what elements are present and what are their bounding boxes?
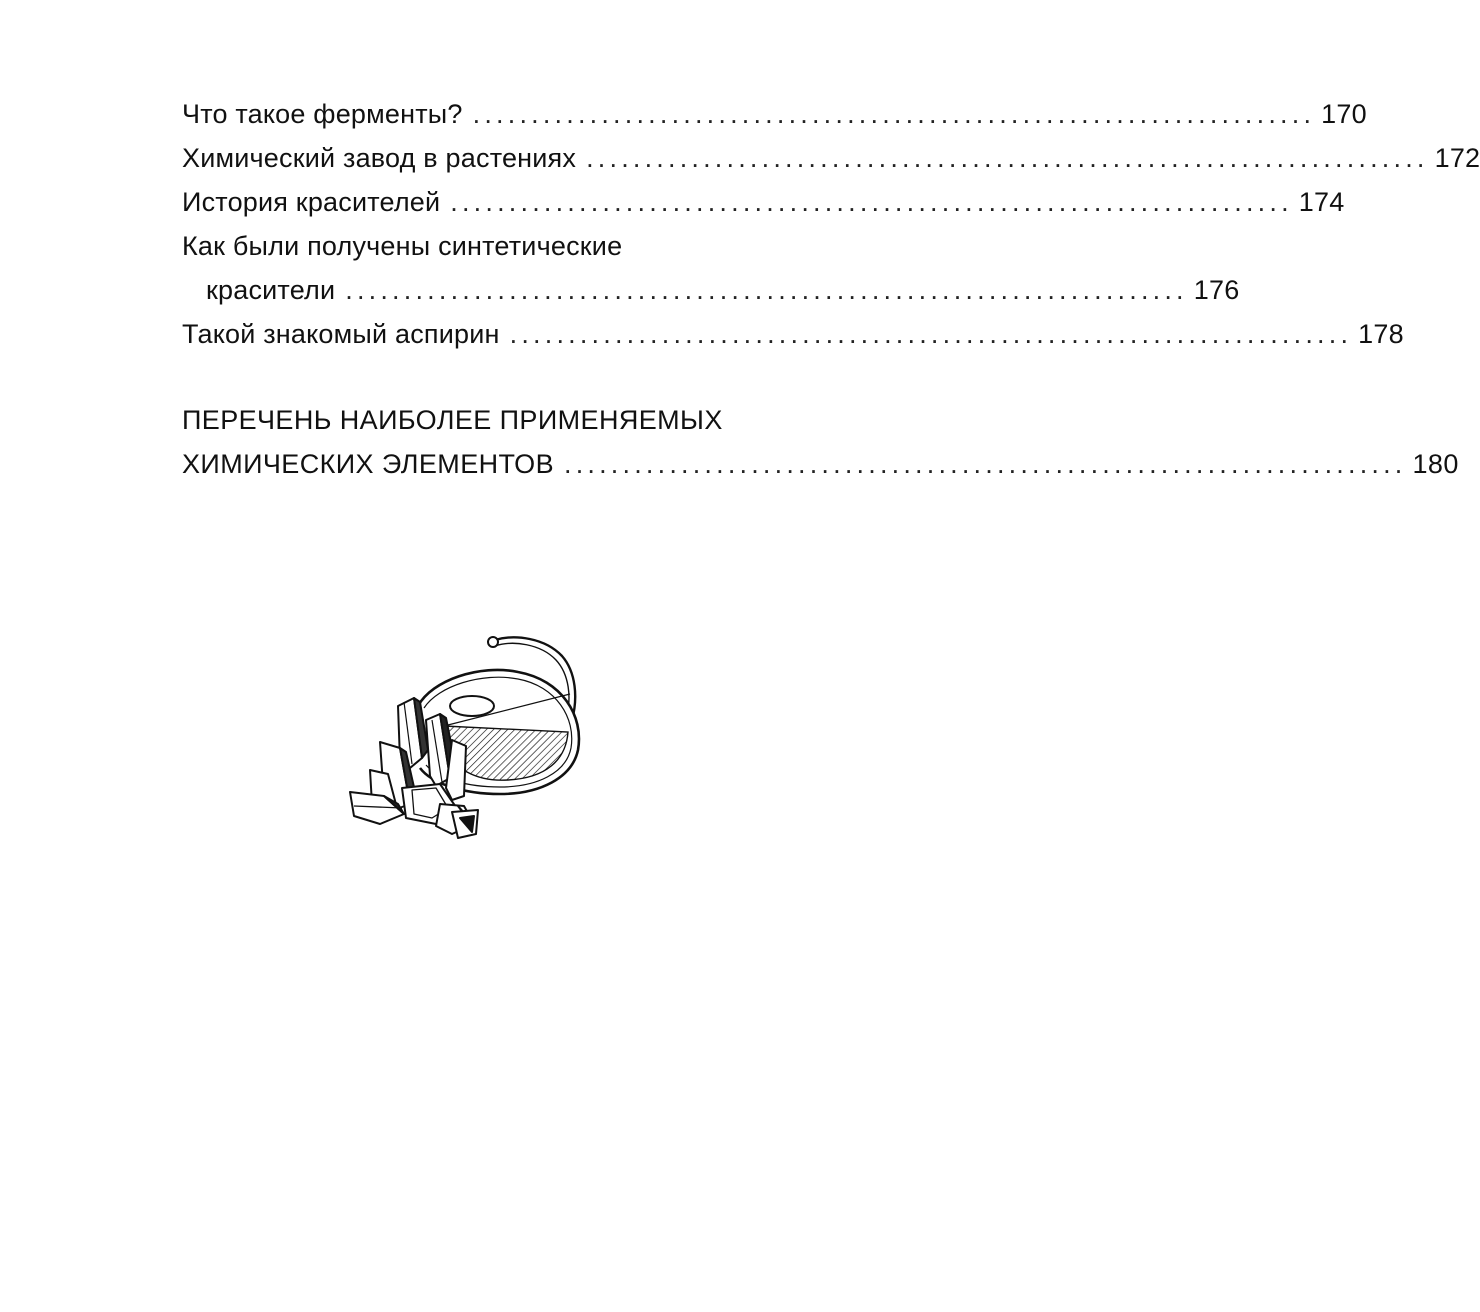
toc-entry[interactable] <box>182 312 1404 356</box>
toc-section-continuation <box>182 442 1459 486</box>
toc-leader-dots: ........................................................................ <box>450 187 1293 217</box>
toc-entry-title: Химический завод в растениях <box>182 143 577 173</box>
crystals-and-flask-illustration-icon <box>340 628 600 844</box>
toc-leader-dots: ........................................................................ <box>472 99 1316 129</box>
toc-entry-title-line1: Как были получены синтетические <box>182 231 623 261</box>
toc-leader-dots: ........................................................................ <box>586 143 1429 173</box>
toc-leader-dots: ........................................................................ <box>509 319 1353 349</box>
toc-entry-multiline[interactable] <box>182 224 1240 312</box>
toc-section-title-line1: ПЕРЕЧЕНЬ НАИБОЛЕЕ ПРИМЕНЯЕМЫХ <box>182 405 723 435</box>
toc-entry-title-line2: красители <box>206 275 336 305</box>
toc-leader-dots: ........................................................................ <box>345 275 1188 305</box>
toc-page-number: 174 <box>1298 187 1345 217</box>
toc-section-title-line2: ХИМИЧЕСКИХ ЭЛЕМЕНТОВ <box>182 449 554 479</box>
toc-page-number: 178 <box>1358 319 1404 349</box>
toc-entry[interactable] <box>182 92 1367 136</box>
toc-entry-title: Что такое ферменты? <box>182 99 463 129</box>
toc-page-number: 180 <box>1412 449 1459 479</box>
table-of-contents <box>182 92 1480 486</box>
toc-entry-title: История красителей <box>182 187 441 217</box>
toc-entry[interactable] <box>182 180 1345 224</box>
toc-page-number: 170 <box>1321 99 1367 129</box>
toc-page-number: 172 <box>1434 143 1480 173</box>
toc-leader-dots: ........................................................................ <box>564 449 1407 479</box>
toc-entry-continuation <box>182 268 1240 312</box>
toc-entry-title: Такой знакомый аспирин <box>182 319 500 349</box>
toc-entry[interactable] <box>182 136 1480 180</box>
toc-section-entry[interactable] <box>182 398 1459 486</box>
toc-page-number: 176 <box>1193 275 1240 305</box>
